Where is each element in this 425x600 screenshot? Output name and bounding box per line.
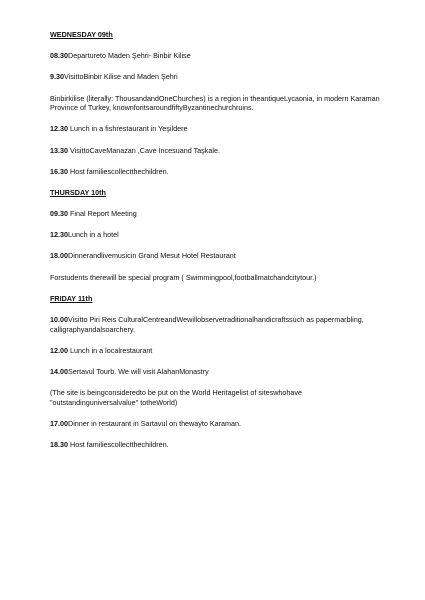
item-text: Binbirkilise (literally: ThousandandOneChurches) is a region in theantiqueLycaonia, in modern Karaman Province of Turkey, knownforitsaroundfiftyByzantinechurchruins.	[50, 93, 380, 113]
item-text: Departureto Maden Şehri- Binbir Kilise	[68, 51, 191, 61]
item-time: 08.30	[50, 51, 68, 61]
item-text: VisittoBinbir Kilise and Maden Şehri	[64, 72, 178, 82]
thursday-item-3	[50, 251, 380, 261]
item-time: 12.30	[50, 124, 68, 134]
thursday-note-students	[50, 273, 380, 283]
item-text: Lunch in a fishrestaurant in Yeşildere	[70, 124, 188, 134]
item-time: 13.30	[50, 145, 68, 155]
item-time: 10.00	[50, 315, 68, 325]
friday-item-4	[50, 419, 380, 429]
item-time: 17.00	[50, 418, 68, 428]
schedule-content	[50, 30, 380, 461]
wednesday-item-5	[50, 167, 380, 177]
item-text: Dinner in restaurant in Sartavul on thewayto Karaman.	[68, 418, 241, 428]
item-text: (The site is beingconsideredto be put on the World Heritagelist of siteswhohave "outstandinguniversalvalue" totheWorld)	[50, 388, 302, 407]
friday-item-2	[50, 346, 380, 356]
item-text: Lunch in a localrestaurant	[70, 345, 153, 355]
friday-item-5	[50, 440, 380, 450]
wednesday-item-3	[50, 124, 380, 134]
item-text: Visitto Piri Reis CulturalCentreandWewillobservetraditionalhandicraftssuch as papermarbling, calligraphyandalsoarchery.	[50, 315, 364, 334]
wednesday-note-binbirkilise	[50, 94, 380, 113]
item-text: Dinnerandlivemusicin Grand Mesut Hotel Restaurant	[68, 251, 236, 261]
item-text: Host familiescollectthechildren.	[70, 440, 169, 450]
friday-note-heritage	[50, 388, 380, 407]
friday-heading: FRIDAY 11th	[50, 293, 93, 303]
thursday-heading: THURSDAY 10th	[50, 187, 106, 197]
item-time: 12.00	[50, 345, 68, 355]
wednesday-item-1	[50, 51, 380, 61]
thursday-item-2	[50, 230, 380, 240]
item-time: 14.00	[50, 367, 68, 376]
item-time: 9.30	[50, 72, 64, 82]
wednesday-item-4	[50, 146, 380, 156]
wednesday-item-2	[50, 72, 380, 82]
friday-item-1	[50, 315, 380, 334]
thursday-item-1	[50, 209, 380, 219]
item-time: 12.30	[50, 230, 68, 240]
item-text: Lunch in a hotel	[68, 230, 119, 240]
item-text: Forstudents therewill be special program ( Swimmingpool,footballmatchandcitytour.)	[50, 272, 317, 282]
item-time: 09.30	[50, 209, 68, 219]
friday-item-3	[50, 367, 380, 377]
item-text: VisittoCaveManazan ,Cave İncesuand Taşkale.	[70, 145, 220, 155]
item-text: Host familiescollectthechildren.	[70, 166, 169, 176]
item-time: 16.30	[50, 166, 68, 176]
item-time: 18.30	[50, 440, 68, 450]
item-text: Final Report Meeting	[70, 209, 137, 219]
item-text: Sertavul Tourb. We will visit AlahanMonastry	[68, 367, 209, 376]
item-time: 18.00	[50, 251, 68, 261]
wednesday-heading: WEDNESDAY 09th	[50, 30, 113, 39]
